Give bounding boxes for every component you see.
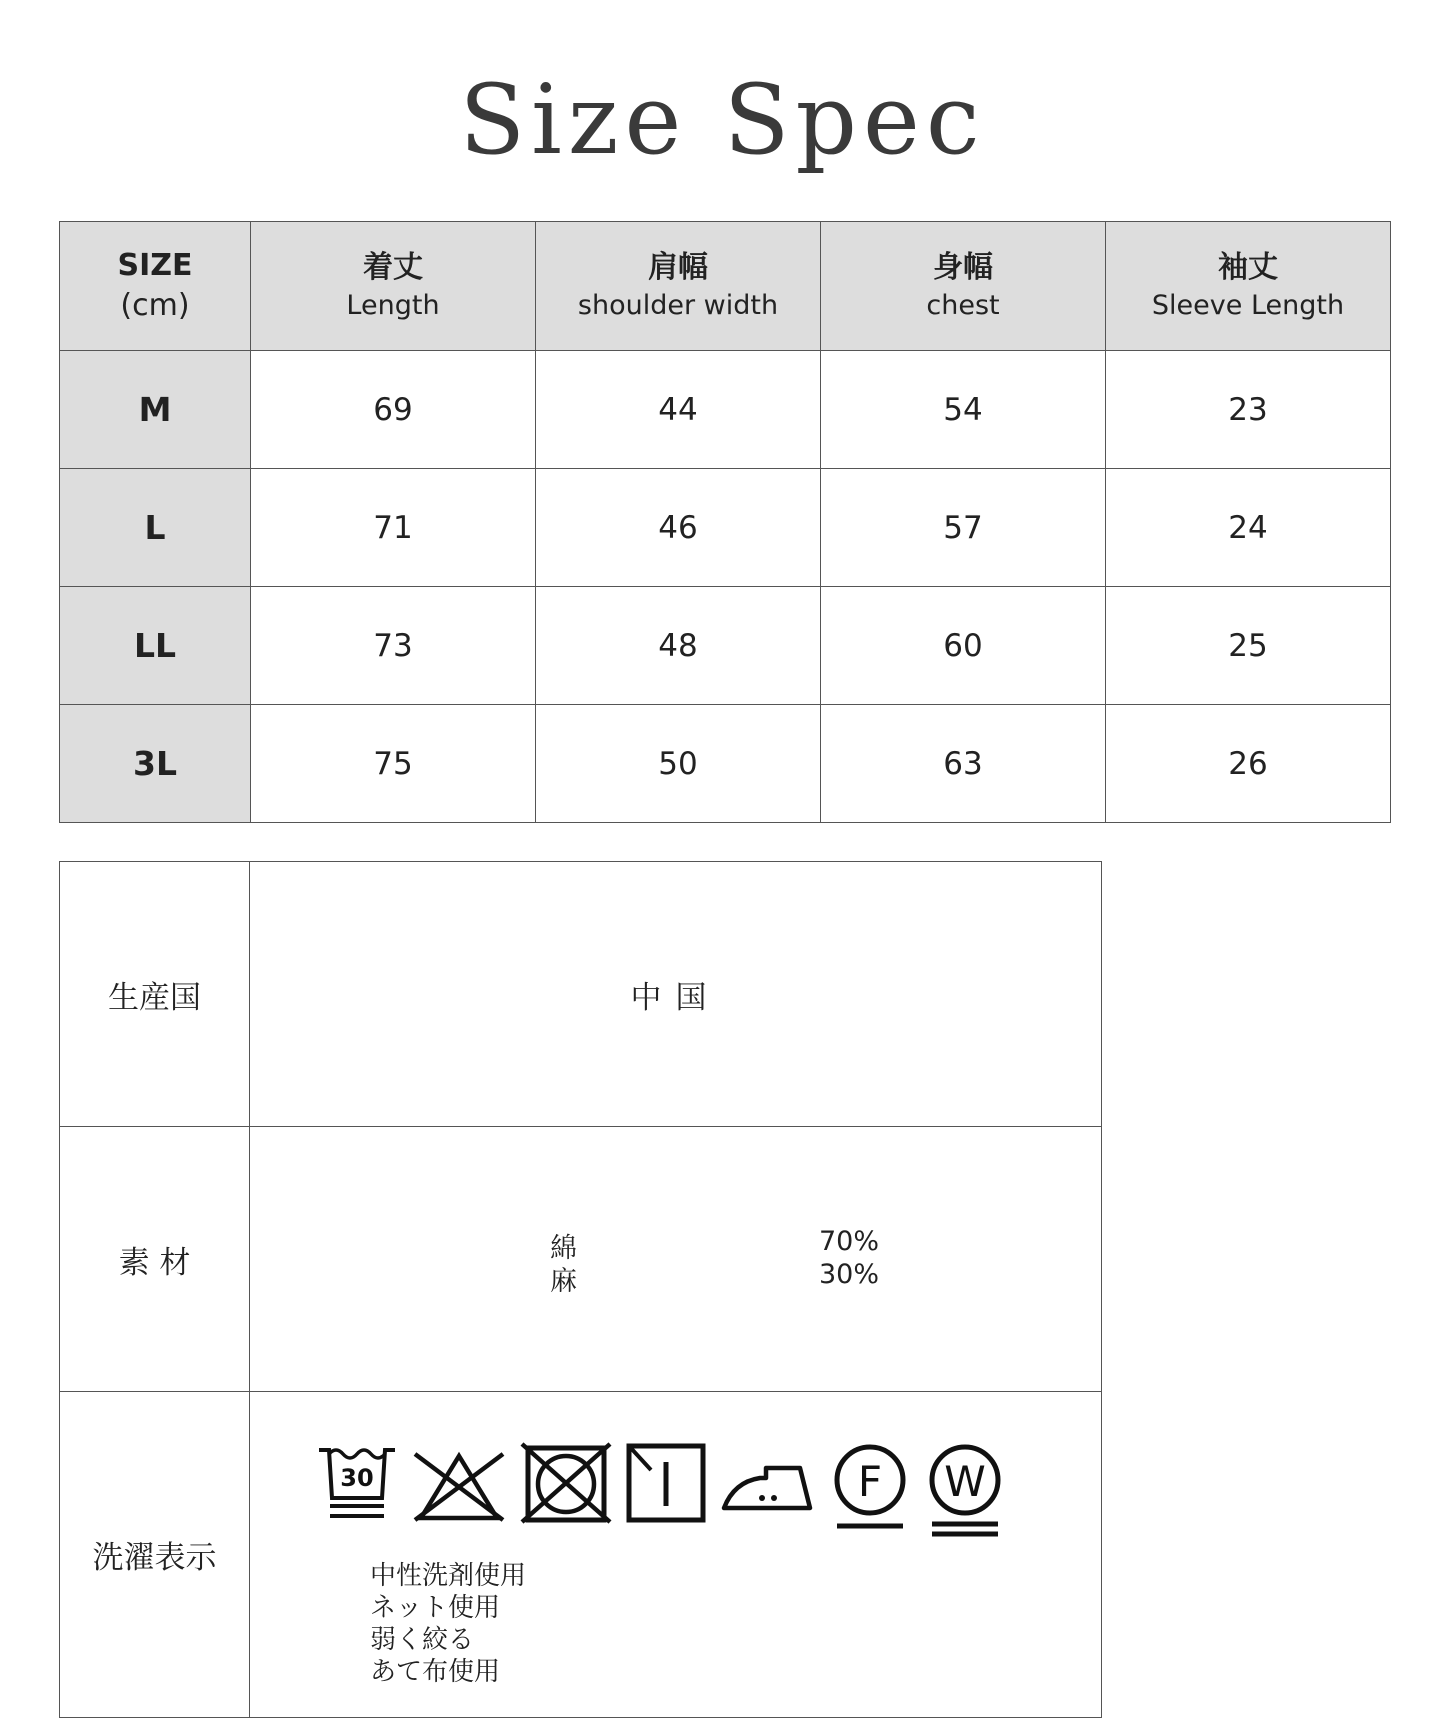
sleeve-value: 24: [1106, 469, 1391, 587]
material-cell: [250, 1127, 1102, 1392]
sleeve-value: 23: [1106, 351, 1391, 469]
header-en: chest: [926, 289, 1000, 321]
length-value: 73: [251, 587, 536, 705]
table-row: [60, 705, 1391, 823]
care-wrap: [250, 1392, 1101, 1717]
chest-value: 54: [821, 351, 1106, 469]
material-name: 綿: [550, 1233, 577, 1264]
wet-clean-letter: W: [944, 1457, 986, 1506]
no-tumble-dry-icon: [520, 1442, 612, 1524]
header-en: Length: [346, 289, 440, 321]
wash-temp-text: 30: [340, 1464, 374, 1492]
shoulder-value: 44: [536, 351, 821, 469]
header-shoulder-width: [536, 222, 821, 351]
length-value: 69: [251, 351, 536, 469]
dry-clean-f-icon: [829, 1442, 911, 1532]
material-row: [60, 1127, 1102, 1392]
table-row: [60, 351, 1391, 469]
list-item: [250, 1226, 1101, 1264]
length-value: 71: [251, 469, 536, 587]
care-note: 中性洗剤使用: [370, 1561, 527, 1591]
sleeve-value: 25: [1106, 587, 1391, 705]
care-note: あて布使用: [370, 1657, 501, 1687]
shoulder-value: 46: [536, 469, 821, 587]
header-jp: 身幅: [933, 249, 993, 285]
chest-value: 57: [821, 469, 1106, 587]
page-title: Size Spec: [459, 64, 986, 176]
header-size-unit: (cm): [120, 287, 190, 323]
chest-value: 63: [821, 705, 1106, 823]
care-notes: [370, 1560, 526, 1688]
length-value: 75: [251, 705, 536, 823]
dry-clean-letter: F: [857, 1457, 883, 1506]
shoulder-value: 50: [536, 705, 821, 823]
header-jp: 袖丈: [1218, 249, 1278, 285]
size-table-header: [60, 222, 1391, 351]
size-label: 3L: [60, 705, 251, 823]
wash-30-gentle-icon: [316, 1442, 398, 1524]
origin-label: 生産国: [60, 862, 250, 1127]
header-en: shoulder width: [577, 289, 779, 321]
size-spec-table: [59, 221, 1391, 823]
size-label: M: [60, 351, 251, 469]
table-row: [60, 587, 1391, 705]
hang-dry-icon: [625, 1442, 707, 1524]
header-size-label: SIZE: [117, 247, 193, 283]
chest-value: 60: [821, 587, 1106, 705]
origin-row: [60, 862, 1102, 1127]
material-label: 素 材: [60, 1127, 250, 1392]
header-jp: 着丈: [363, 249, 423, 285]
wet-clean-w-icon: [924, 1442, 1006, 1538]
care-note: ネット使用: [370, 1593, 501, 1623]
care-cell: [250, 1392, 1102, 1718]
origin-value: 中国: [250, 862, 1102, 1127]
care-icons: [316, 1442, 1019, 1538]
list-item: [250, 1259, 1101, 1297]
size-label: L: [60, 469, 251, 587]
sleeve-value: 26: [1106, 705, 1391, 823]
table-row: [60, 469, 1391, 587]
material-list: [250, 1226, 1101, 1297]
care-note: 弱く絞る: [370, 1625, 475, 1655]
care-row: [60, 1392, 1102, 1718]
care-label: 洗濯表示: [60, 1392, 250, 1718]
header-sleeve-length: [1106, 222, 1391, 351]
header-jp: 肩幅: [648, 249, 708, 285]
header-length: [251, 222, 536, 351]
no-bleach-icon: [411, 1442, 507, 1524]
shoulder-value: 48: [536, 587, 821, 705]
material-wrap: [250, 1127, 1101, 1391]
material-percent: 70%: [819, 1226, 880, 1257]
size-label: LL: [60, 587, 251, 705]
header-size: [60, 222, 251, 351]
material-percent: 30%: [819, 1259, 880, 1290]
product-info-table: [59, 861, 1102, 1718]
material-name: 麻: [550, 1266, 577, 1297]
header-en: Sleeve Length: [1151, 289, 1345, 321]
header-chest: [821, 222, 1106, 351]
iron-low-icon: [720, 1442, 816, 1524]
